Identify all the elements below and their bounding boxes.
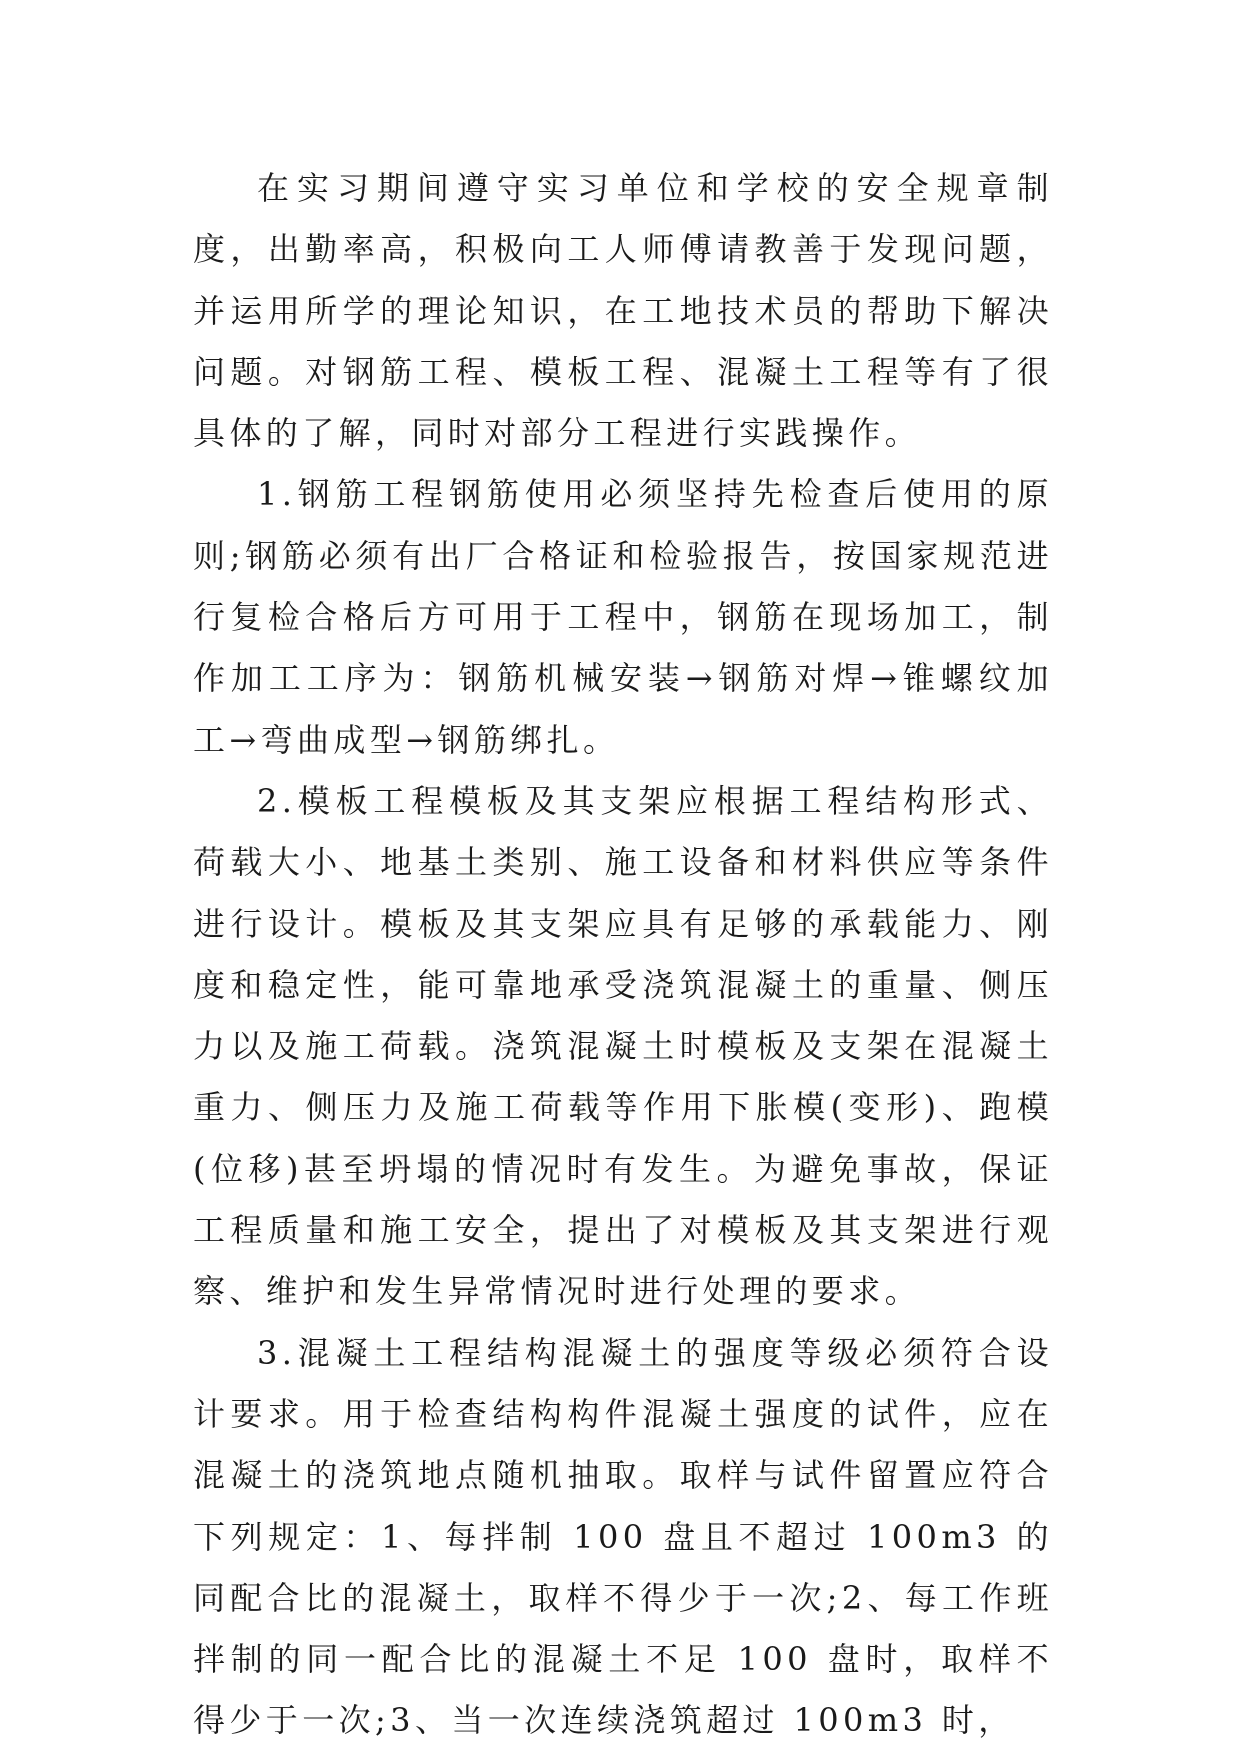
paragraph-intro: 在实习期间遵守实习单位和学校的安全规章制度，出勤率高，积极向工人师傅请教善于发现问题，并运用所学的理论知识，在工地技术员的帮助下解决问题。对钢筋工程、模板工程、混凝土工程等有了很具体的了解，同时对部分工程进行实践操作。 [193,169,1053,453]
paragraph-concrete-engineering: 3.混凝土工程结构混凝土的强度等级必须符合设计要求。用于检查结构构件混凝土强度的试件，应在混凝土的浇筑地点随机抽取。取样与试件留置应符合下列规定：1、每拌制 100 盘且不超过 100m3 的同配合比的混凝土，取样不得少于一次;2、每工作班拌制的同一配合比的混凝土不足 100 盘时，取样不得少于一次;3、当一次连续浇筑超过 100m3 时， [193,1333,1053,1740]
paragraph-rebar-engineering: 1.钢筋工程钢筋使用必须坚持先检查后使用的原则;钢筋必须有出厂合格证和检验报告，按国家规范进行复检合格后方可用于工程中，钢筋在现场加工，制作加工工序为：钢筋机械安装→钢筋对焊→锥螺纹加工→弯曲成型→钢筋绑扎。 [193,475,1053,759]
document-body [193,158,1053,1752]
paragraph-formwork-engineering: 2.模板工程模板及其支架应根据工程结构形式、荷载大小、地基土类别、施工设备和材料供应等条件进行设计。模板及其支架应具有足够的承载能力、刚度和稳定性，能可靠地承受浇筑混凝土的重量、侧压力以及施工荷载。浇筑混凝土时模板及支架在混凝土重力、侧压力及施工荷载等作用下胀模(变形)、跑模(位移)甚至坍塌的情况时有发生。为避免事故，保证工程质量和施工安全，提出了对模板及其支架进行观察、维护和发生异常情况时进行处理的要求。 [193,781,1053,1311]
